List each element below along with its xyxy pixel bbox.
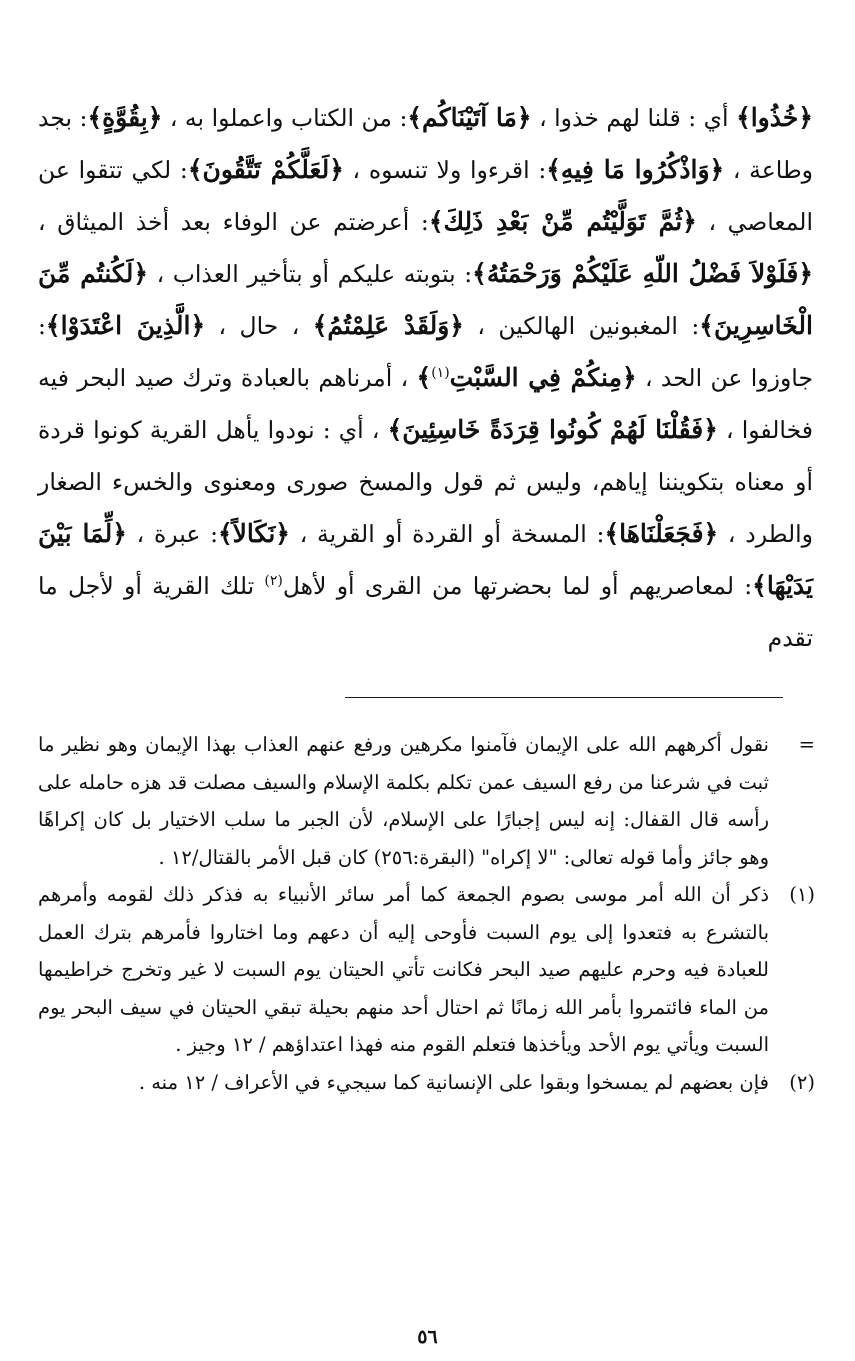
commentary-text: ، حال ، bbox=[205, 312, 313, 340]
commentary-text: : لمعاصريهم أو لما بحضرتها من القرى أو لأهل bbox=[282, 572, 753, 600]
quran-verse-fragment: ﴿لِّمَا بَيْنَ يَدَيْهَا﴾ bbox=[38, 519, 813, 600]
footnote bbox=[38, 876, 815, 1064]
commentary-body bbox=[38, 92, 813, 664]
quran-verse-fragment: ﴿وَلَقَدْ عَلِمْتُمُ﴾ bbox=[312, 311, 464, 340]
quran-verse-fragment: ﴿بِقُوَّةٍ﴾ bbox=[87, 103, 163, 132]
commentary-text: : بجد وطاعة ، bbox=[38, 104, 814, 184]
quran-verse-fragment: ﴿خُذُوا﴾ bbox=[736, 103, 813, 132]
quran-verse-fragment: ﴿ثُمَّ تَوَلَّيْتُم مِّنْ بَعْدِ ذَلِكَ﴾ bbox=[428, 207, 697, 236]
footnotes-section bbox=[38, 726, 815, 1101]
quran-verse-fragment: ﴾ bbox=[416, 363, 432, 392]
commentary-text: : المسخة أو القردة أو القرية ، bbox=[289, 520, 605, 548]
quran-verse-fragment: ﴿نَكَالاً﴾ bbox=[218, 519, 290, 548]
commentary-text: : عبرة ، bbox=[126, 520, 219, 548]
commentary-text: : اقرءوا ولا تنسوه ، bbox=[343, 156, 547, 184]
footnote bbox=[38, 726, 815, 876]
quran-verse-fragment: ﴿لَعَلَّكُمْ تَتَّقُونَ﴾ bbox=[187, 155, 344, 184]
footnote-text: ذكر أن الله أمر موسى بصوم الجمعة كما أمر سائر الأنبياء به فذكر ذلك لقومه وأمرهم بالتشرع به فتعدوا إلى يوم السبت فأوحى إليه أن دعهم وما اختاروا فأمرهم بترك العمل للعبادة فيه وحرم عليهم صيد البحر فكانت تأتي الحيتان يوم السبت لا غير وتخرج خراطيمها من الماء فائتمروا بأمر الله زمانًا ثم احتال أحد منهم بحيلة تبقي الحيتان في سيف البحر يوم السبت ويأتي يوم الأحد ويأخذها فتعلم القوم منه فهذا اعتداؤهم / ١٢ وجيز . bbox=[38, 883, 769, 1056]
quran-verse-fragment: ﴿الَّذِينَ اعْتَدَوْا﴾ bbox=[45, 311, 206, 340]
commentary-text: ، أمرناهم بالعبادة وترك صيد البحر فيه فخالفوا ، bbox=[38, 364, 813, 444]
footnote-reference: (١) bbox=[431, 365, 450, 382]
commentary-text: : لكي تتقوا عن المعاصي ، bbox=[38, 156, 813, 236]
footnote bbox=[38, 1064, 815, 1102]
footnote-marker: = bbox=[798, 733, 815, 756]
footnote-text: فإن بعضهم لم يمسخوا وبقوا على الإنسانية كما سيجيء في الأعراف / ١٢ منه . bbox=[138, 1070, 769, 1094]
footnote-reference: (٢) bbox=[264, 573, 283, 590]
commentary-text: : من الكتاب واعملوا به ، bbox=[162, 104, 408, 132]
quran-verse-fragment: ﴿مَا آتَيْنَاكُم﴾ bbox=[407, 103, 532, 132]
quran-verse-fragment: ﴿فَلَوْلاَ فَضْلُ اللّهِ عَلَيْكُمْ وَرَحْمَتُهُ﴾ bbox=[472, 259, 813, 288]
commentary-text: : جاوزوا عن الحد ، bbox=[38, 312, 813, 392]
quran-verse-fragment: ﴿وَاذْكُرُوا مَا فِيهِ﴾ bbox=[546, 155, 725, 184]
page-number: ٥٦ bbox=[417, 1326, 438, 1348]
commentary-text: : أعرضتم عن الوفاء بعد أخذ الميثاق ، bbox=[38, 208, 429, 236]
footnote-marker: (١) bbox=[789, 883, 815, 906]
footnote-text: نقول أكرههم الله على الإيمان فآمنوا مكرهين ورفع عنهم العذاب بهذا الإيمان وهو نظير ما ثبت في شرعنا من رفع السيف عمن تكلم بكلمة الإسلام والسيف مصلت قد هزه حامله على رأسه قال القفال: إنه ليس إجبارًا على الإسلام، لأن الجبر ما سلب الاختيار بل كان إكراهًا وهو جائز وأما قوله تعالى: "لا إكراه" (البقرة:٢٥٦) كان قبل الأمر بالقتال/١٢ . bbox=[38, 733, 769, 869]
commentary-text: : المغبونين الهالكين ، bbox=[463, 312, 700, 340]
commentary-text: أي : قلنا لهم خذوا ، bbox=[531, 104, 737, 132]
quran-verse-fragment: ﴿لَكُنتُم مِّنَ الْخَاسِرِينَ﴾ bbox=[38, 259, 813, 340]
commentary-text: ، أي : نودوا يأهل القرية كونوا قردة أو معناه بتكويننا إياهم، وليس ثم قول والمسخ صورى ومعنوى والخسء الصغار والطرد ، bbox=[38, 416, 814, 548]
quran-verse-fragment: ﴿مِنكُمْ فِي السَّبْتِ bbox=[449, 363, 637, 392]
footnote-marker: (٢) bbox=[789, 1070, 815, 1094]
quran-verse-fragment: ﴿فَجَعَلْنَاهَا﴾ bbox=[604, 519, 719, 548]
commentary-text: : بتوبته عليكم أو بتأخير العذاب ، bbox=[148, 260, 473, 288]
footnote-divider bbox=[345, 697, 783, 698]
quran-verse-fragment: ﴿فَقُلْنَا لَهُمْ كُونُوا قِرَدَةً خَاسِئِينَ﴾ bbox=[387, 415, 718, 444]
commentary-text: تلك القرية أو لأجل ما تقدم bbox=[38, 572, 813, 652]
